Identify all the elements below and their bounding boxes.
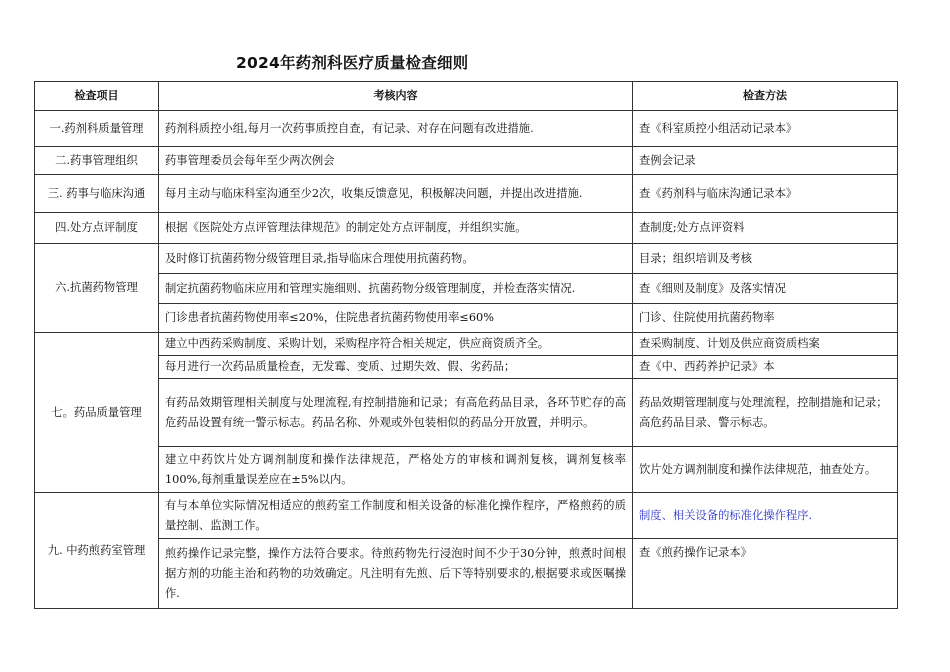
- method-cell: 查《煎药操作记录本》: [633, 539, 898, 609]
- method-cell: 查采购制度、计划及供应商资质档案: [633, 333, 898, 356]
- header-method: 检查方法: [633, 82, 898, 111]
- method-cell: 药品效期管理制度与处理流程，控制措施和记录；高危药品目录、警示标志。: [633, 379, 898, 447]
- table-row: [35, 244, 898, 274]
- method-cell: 查《细则及制度》及落实情况: [633, 274, 898, 304]
- item-cell: 四.处方点评制度: [35, 213, 159, 244]
- inspection-table: [34, 81, 898, 609]
- item-cell: 六.抗菌药物管理: [35, 244, 159, 333]
- method-cell: 查《药剂科与临床沟通记录本》: [633, 175, 898, 213]
- method-cell: 查《科室质控小组活动记录本》: [633, 111, 898, 147]
- table-row: [35, 379, 898, 447]
- table-row: [35, 147, 898, 175]
- document-title: 2024年药剂科医疗质量检查细则: [236, 54, 469, 72]
- table-row: [35, 304, 898, 333]
- method-cell: 饮片处方调剂制度和操作法律规范，抽查处方。: [633, 447, 898, 493]
- content-cell: 每月主动与临床科室沟通至少2次，收集反馈意见，积极解决问题，并提出改进措施.: [159, 175, 633, 213]
- content-cell: 有与本单位实际情况相适应的煎药室工作制度和相关设备的标准化操作程序，严格煎药的质量控制、监测工作。: [159, 493, 633, 539]
- content-cell: 药剂科质控小组,每月一次药事质控自查，有记录、对存在问题有改进措施.: [159, 111, 633, 147]
- table-row: [35, 333, 898, 356]
- table-row: [35, 493, 898, 539]
- content-cell: 建立中药饮片处方调剂制度和操作法律规范，严格处方的审核和调剂复核，调剂复核率100%,每剂重量误差应在±5%以内。: [159, 447, 633, 493]
- item-cell: 二.药事管理组织: [35, 147, 159, 175]
- method-cell: 查制度;处方点评资料: [633, 213, 898, 244]
- table-row: [35, 213, 898, 244]
- item-cell: 七。药品质量管理: [35, 333, 159, 493]
- content-cell: 根据《医院处方点评管理法律规范》的制定处方点评制度，并组织实施。: [159, 213, 633, 244]
- item-cell: 一.药剂科质量管理: [35, 111, 159, 147]
- method-cell: 目录；组织培训及考核: [633, 244, 898, 274]
- header-content: 考核内容: [159, 82, 633, 111]
- table-row: [35, 274, 898, 304]
- table-row: [35, 175, 898, 213]
- header-item: 检查项目: [35, 82, 159, 111]
- content-cell: 及时修订抗菌药物分级管理目录,指导临床合理使用抗菌药物。: [159, 244, 633, 274]
- content-cell: 煎药操作记录完整，操作方法符合要求。待煎药物先行浸泡时间不少于30分钟，煎煮时间根据方剂的功能主治和药物的功效确定。凡注明有先煎、后下等特别要求的,根据要求或医嘱操作.: [159, 539, 633, 609]
- table-row: [35, 539, 898, 609]
- content-cell: 制定抗菌药物临床应用和管理实施细则、抗菌药物分级管理制度，并检查落实情况.: [159, 274, 633, 304]
- table-row: [35, 447, 898, 493]
- content-cell: 药事管理委员会每年至少两次例会: [159, 147, 633, 175]
- method-cell: 查例会记录: [633, 147, 898, 175]
- table-header-row: [35, 82, 898, 111]
- table-row: [35, 356, 898, 379]
- method-cell: 门诊、住院使用抗菌药物率: [633, 304, 898, 333]
- content-cell: 门诊患者抗菌药物使用率≤20%，住院患者抗菌药物使用率≤60%: [159, 304, 633, 333]
- content-cell: 有药品效期管理相关制度与处理流程,有控制措施和记录；有高危药品目录，各环节贮存的高危药品设置有统一警示标志。药品名称、外观或外包装相似的药品分开放置，并明示。: [159, 379, 633, 447]
- item-cell: 九. 中药煎药室管理: [35, 493, 159, 609]
- method-cell: 制度、相关设备的标准化操作程序.: [633, 493, 898, 539]
- item-cell: 三. 药事与临床沟通: [35, 175, 159, 213]
- content-cell: 每月进行一次药品质量检查，无发霉、变质、过期失效、假、劣药品；: [159, 356, 633, 379]
- method-cell: 查《中、西药养护记录》本: [633, 356, 898, 379]
- table-row: [35, 111, 898, 147]
- content-cell: 建立中西药采购制度、采购计划，采购程序符合相关规定，供应商资质齐全。: [159, 333, 633, 356]
